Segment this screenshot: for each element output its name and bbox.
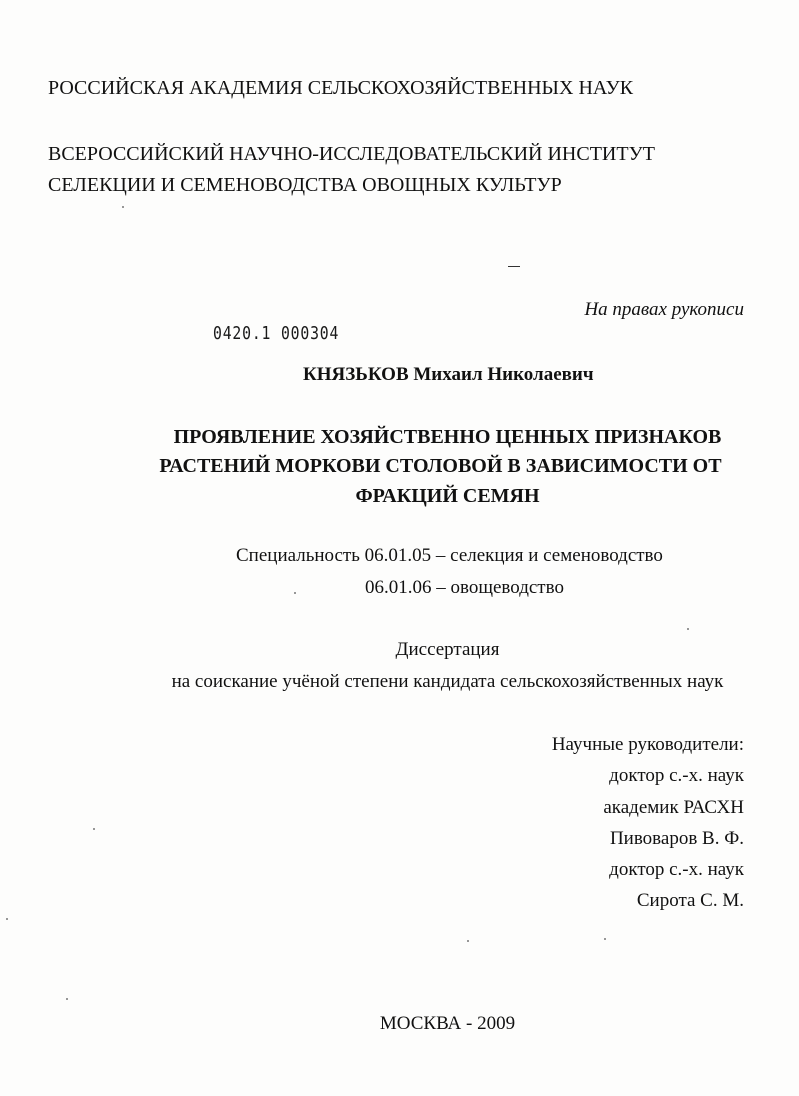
supervisor2-name: Сирота С. М.	[636, 890, 744, 911]
scan-speck	[122, 206, 124, 208]
institute-name-line1: ВСЕРОССИЙСКИЙ НАУЧНО-ИССЛЕДОВАТЕЛЬСКИЙ ИНСТИТУТ	[48, 143, 655, 165]
scan-speck	[604, 938, 606, 940]
supervisor1-name: Пивоваров В. Ф.	[609, 828, 744, 849]
supervisor1-degree: доктор с.-х. наук	[609, 765, 744, 786]
scan-speck	[467, 940, 469, 942]
scan-speck	[687, 628, 689, 630]
specialty-line1: Специальность 06.01.05 – селекция и семеноводство	[236, 545, 663, 566]
rights-note: На правах рукописи	[584, 299, 744, 320]
author-name: КНЯЗЬКОВ Михаил Николаевич	[303, 364, 594, 385]
scan-speck	[294, 592, 296, 594]
library-stamp-number: 0420.1 000304	[213, 323, 340, 344]
specialty-line2: 06.01.06 – овощеводство	[365, 577, 564, 598]
scan-speck	[66, 998, 68, 1000]
city-year: МОСКВА - 2009	[379, 1013, 516, 1034]
institute-name-line2: СЕЛЕКЦИИ И СЕМЕНОВОДСТВА ОВОЩНЫХ КУЛЬТУР	[48, 174, 562, 196]
scan-speck	[6, 918, 8, 920]
supervisors-heading: Научные руководители:	[551, 734, 744, 755]
dissertation-label: Диссертация	[395, 639, 500, 660]
dissertation-purpose: на соискание учёной степени кандидата сельскохозяйственных наук	[171, 671, 724, 692]
thesis-title-line1: ПРОЯВЛЕНИЕ ХОЗЯЙСТВЕННО ЦЕННЫХ ПРИЗНАКОВ	[173, 426, 722, 448]
academy-name: РОССИЙСКАЯ АКАДЕМИЯ СЕЛЬСКОХОЗЯЙСТВЕННЫХ НАУК	[48, 77, 634, 99]
supervisor1-title: академик РАСХН	[603, 797, 744, 818]
scan-speck	[93, 828, 95, 830]
thesis-title-line3: ФРАКЦИЙ СЕМЯН	[355, 485, 540, 507]
scan-mark-dash	[508, 266, 520, 267]
supervisor2-degree: доктор с.-х. наук	[609, 859, 744, 880]
thesis-title-line2: РАСТЕНИЙ МОРКОВИ СТОЛОВОЙ В ЗАВИСИМОСТИ ОТ	[159, 455, 722, 477]
